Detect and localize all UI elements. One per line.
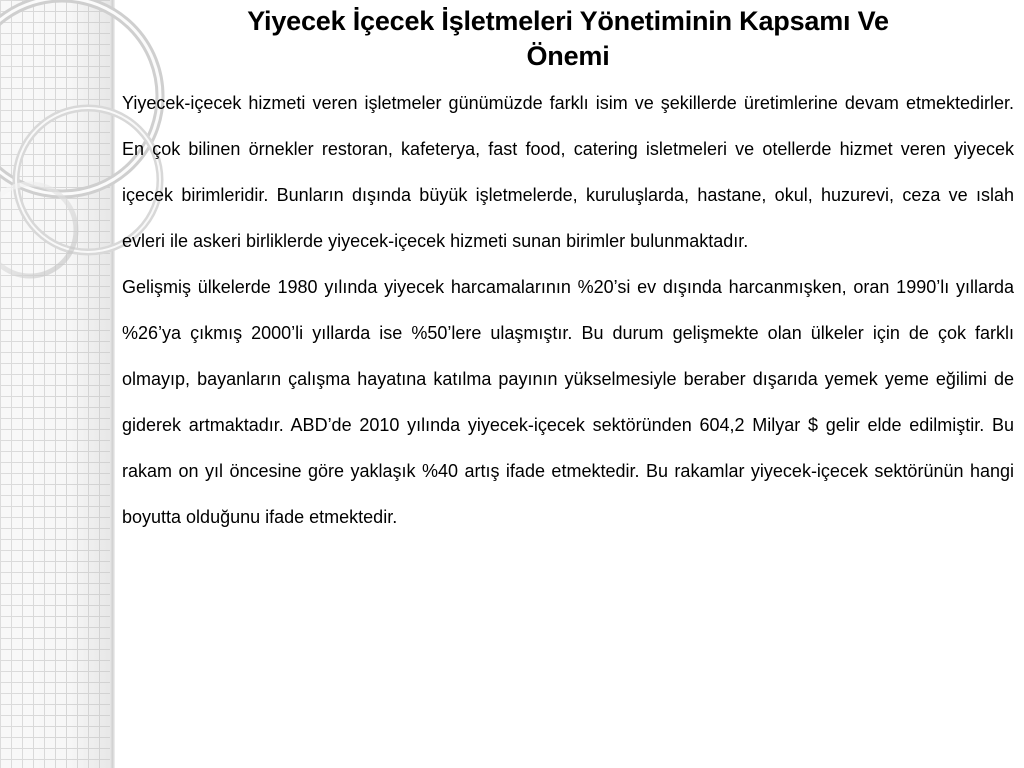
slide-title xyxy=(122,4,1014,74)
slide-title-line-2: Önemi xyxy=(526,41,610,71)
slide-title-line-1: Yiyecek İçecek İşletmeleri Yönetiminin Kapsamı Ve xyxy=(247,6,889,36)
body-paragraph-1: Yiyecek-içecek hizmeti veren işletmeler günümüzde farklı isim ve şekillerde üretimlerine devam etmektedirler. En çok bilinen örnekler restoran, kafeterya, fast food, catering isletmeleri ve otellerde hizmet veren yiyecek içecek birimleridir. Bunların dışında büyük işletmelerde, kuruluşlarda, hastane, okul, huzurevi, ceza ve ıslah evleri ile askeri birliklerde yiyecek-içecek hizmeti sunan birimler bulunmaktadır. xyxy=(122,93,1014,251)
slide-content xyxy=(122,4,1014,540)
body-paragraph-2: Gelişmiş ülkelerde 1980 yılında yiyecek harcamalarının %20’si ev dışında harcanmışken, oran 1990’lı yıllarda %26’ya çıkmış 2000’li yıllarda ise %50’lere ulaşmıştır. Bu durum gelişmekte olan ülkeler için de çok farklı olmayıp, bayanların çalışma hayatına katılma payının yükselmesiyle beraber dışarıda yemek yeme eğilimi de giderek artmaktadır. ABD’de 2010 yılında yiyecek-içecek sektöründen 604,2 Milyar $ gelir elde edilmiştir. Bu rakam on yıl öncesine göre yaklaşık %40 artış ifade etmektedir. Bu rakamlar yiyecek-içecek sektörünün hangi boyutta olduğunu ifade etmektedir. xyxy=(122,277,1014,527)
